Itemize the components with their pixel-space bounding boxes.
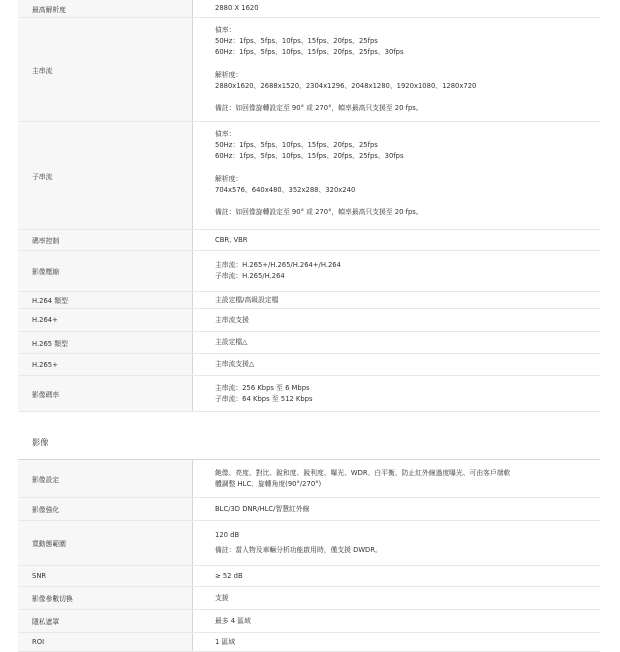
spec-label: 影像壓縮 (18, 251, 193, 291)
spec-row (18, 460, 600, 498)
spec-value (193, 354, 600, 375)
spec-value-line: 主串流支援 (215, 315, 249, 324)
spec-value-line: ≥ 52 dB (215, 571, 243, 580)
group-gap (215, 162, 600, 174)
spec-label: 隱私遮罩 (18, 610, 193, 632)
spec-row (18, 309, 600, 332)
spec-value (193, 309, 600, 331)
spec-value-line: 主串流：256 Kbps 至 6 Mbps (215, 383, 310, 392)
spec-value-line: 支援 (215, 593, 229, 602)
spec-value-line: 體調整 HLC、旋轉角度(90°/270°) (215, 479, 322, 488)
spec-row (18, 610, 600, 633)
group-gap (215, 196, 600, 208)
spec-value (193, 610, 600, 632)
spec-value (193, 460, 600, 497)
spec-value-line: 60Hz：1fps、5fps、10fps、15fps、20fps、25fps、30fps (215, 48, 404, 56)
spec-value-line: 主設定檔/高級設定檔 (215, 295, 279, 304)
spec-label: SNR (18, 566, 193, 586)
spec-value-line: 主串流支援△ (215, 360, 255, 368)
spec-row (18, 18, 600, 122)
spec-value-line: 偵率： (215, 26, 236, 34)
spec-value (193, 376, 600, 411)
spec-value-line: 704x576、640x480、352x288、320x240 (215, 185, 356, 194)
spec-value-line: 60Hz：1fps、5fps、10fps、15fps、20fps、25fps、30fps (215, 152, 404, 160)
spec-label: 影像強化 (18, 498, 193, 520)
spec-value-line: 解析度： (215, 174, 243, 183)
group-gap (215, 92, 600, 104)
spec-value-line: 主串流：H.265+/H.265/H.264+/H.264 (215, 261, 341, 269)
spec-value-line: 備註：如回像旋轉設定至 90° 或 270°，幀率最高只支援至 20 fps。 (215, 208, 423, 216)
spec-label: H.264+ (18, 309, 193, 331)
section-title: 影像 (18, 425, 600, 460)
spec-value-line: 最多 4 區域 (215, 616, 251, 625)
spec-row (18, 587, 600, 610)
spec-row (18, 230, 600, 251)
spec-value-line: 飽像、亮度、對比、銳和度、銳利度、曝光、WDR、白平衡、防止紅外線過度曝光、可由客戶端軟 (215, 468, 511, 477)
spec-value-line: BLC/3D DNR/HLC/智慧紅外線 (215, 504, 310, 513)
spec-value-line: CBR, VBR (215, 235, 248, 244)
spec-row (18, 633, 600, 652)
spec-label: 子串流 (18, 122, 193, 229)
spec-value-line: 50Hz：1fps、5fps、10fps、15fps、20fps、25fps (215, 37, 378, 45)
spec-value (193, 566, 600, 586)
spec-label: 影像參數切換 (18, 587, 193, 609)
spec-value (193, 122, 600, 229)
spec-value-line: 備註：如回像旋轉設定至 90° 或 270°，幀率最高只支援至 20 fps。 (215, 104, 423, 112)
spec-value (193, 332, 600, 353)
video-spec-block (18, 0, 600, 412)
section-spacer (18, 412, 600, 425)
spec-label: H.265 類型 (18, 332, 193, 353)
spec-value (193, 633, 600, 651)
spec-value-line: 主設定檔△ (215, 338, 248, 346)
spec-row (18, 498, 600, 521)
spec-table (18, 0, 600, 652)
spec-value-line: 解析度： (215, 70, 243, 79)
spec-row (18, 332, 600, 354)
spec-value-line: 1 區域 (215, 637, 236, 646)
spec-value-line: 子串流：H.265/H.264 (215, 272, 285, 280)
spec-row (18, 566, 600, 587)
spec-value-line: 偵率： (215, 130, 236, 138)
spec-value (193, 498, 600, 520)
spec-row (18, 122, 600, 230)
spec-label: 主串流 (18, 18, 193, 121)
spec-row (18, 0, 600, 18)
spec-value-line: 50Hz：1fps、5fps、10fps、15fps、20fps、25fps (215, 141, 378, 149)
image-spec-block (18, 460, 600, 652)
spec-value-line: 2880x1620、2688x1520、2304x1296、2048x1280、1920x1080、1280x720 (215, 81, 477, 90)
spec-label: 影像碼率 (18, 376, 193, 411)
spec-label: 碼率控制 (18, 230, 193, 250)
spec-value (193, 18, 600, 121)
spec-value-line: 2880 X 1620 (215, 4, 259, 12)
spec-label: 寬動態範圍 (18, 521, 193, 565)
spec-value (193, 292, 600, 308)
spec-label: 最高解析度 (18, 0, 193, 17)
group-gap (215, 58, 600, 70)
spec-value (193, 230, 600, 250)
spec-value (193, 587, 600, 609)
spec-value (193, 0, 600, 17)
spec-value-line: 備註：當人物及車輛分析功能啟用時，僅支援 DWDR。 (215, 546, 382, 554)
spec-row (18, 292, 600, 309)
spec-value-line: 子串流：64 Kbps 至 512 Kbps (215, 394, 313, 403)
spec-row (18, 521, 600, 566)
spec-label: H.265+ (18, 354, 193, 375)
spec-value-line: 120 dB (215, 531, 240, 539)
spec-row (18, 354, 600, 376)
spec-label: ROI (18, 633, 193, 651)
spec-row (18, 376, 600, 412)
spec-value (193, 251, 600, 291)
spec-label: 影像設定 (18, 460, 193, 497)
spec-value (193, 521, 600, 565)
spec-row (18, 251, 600, 292)
spec-label: H.264 類型 (18, 292, 193, 308)
